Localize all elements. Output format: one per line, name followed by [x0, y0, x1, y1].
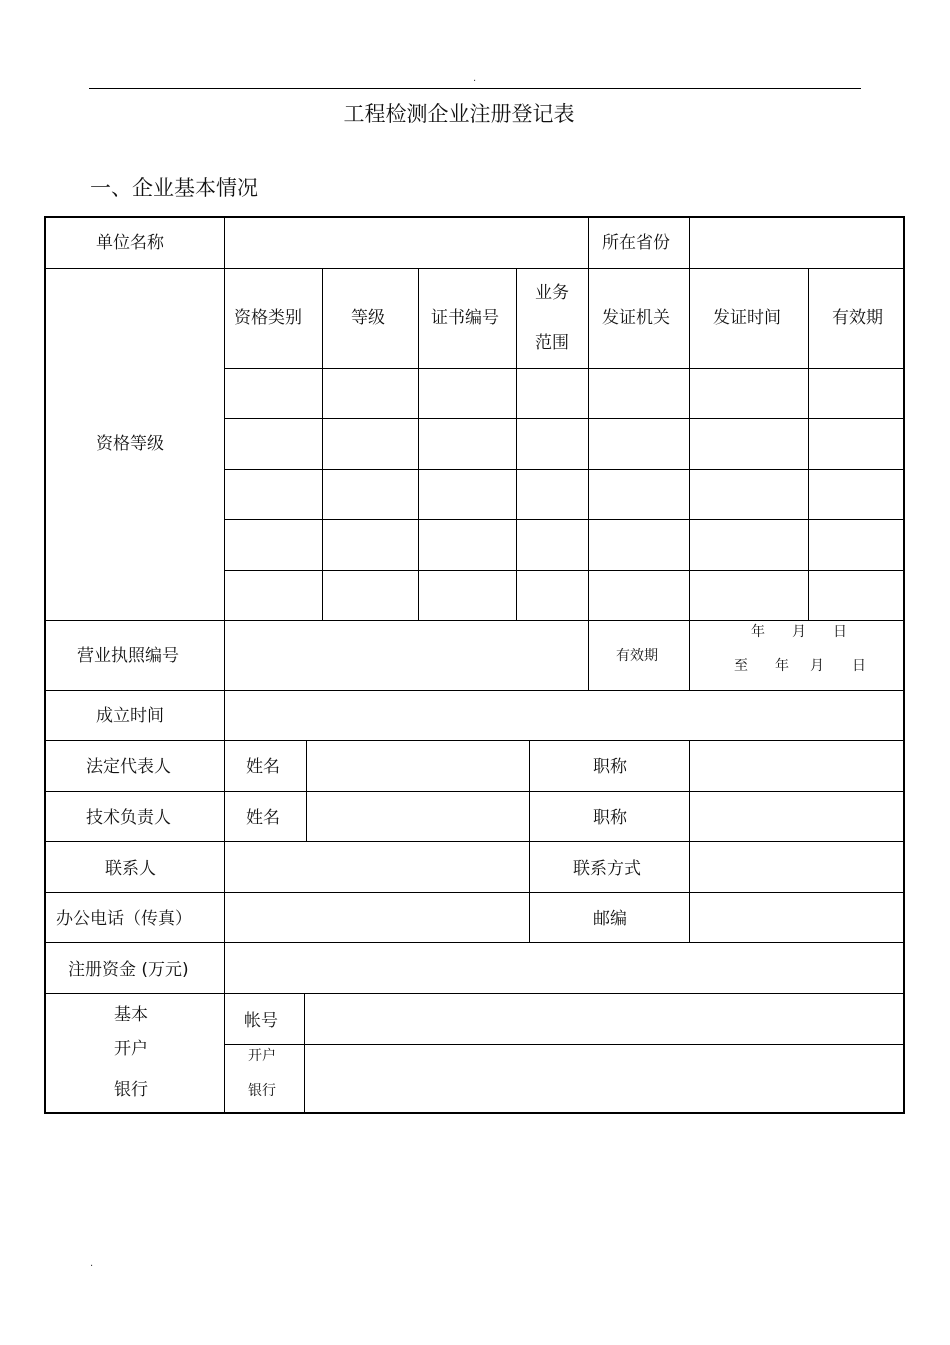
- license-number-label: 营业执照编号: [77, 646, 179, 666]
- qualification-cell-issue-date[interactable]: [690, 419, 808, 469]
- date-day-2: 日: [852, 658, 866, 674]
- date-month-2: 月: [810, 658, 824, 674]
- qualification-level-label: 资格等级: [96, 434, 164, 454]
- qualification-cell-validity[interactable]: [809, 419, 903, 469]
- qualification-cell-certificate-no[interactable]: [419, 419, 516, 469]
- qualification-cell-category[interactable]: [225, 470, 322, 519]
- bank-label-line1: 基本: [114, 1005, 148, 1025]
- qualification-cell-issue-date[interactable]: [690, 470, 808, 519]
- account-number-field[interactable]: [305, 994, 903, 1044]
- qualification-cell-validity[interactable]: [809, 470, 903, 519]
- qualification-cell-category[interactable]: [225, 571, 322, 620]
- qualification-cell-business-scope[interactable]: [517, 419, 588, 469]
- date-year-1: 年: [751, 624, 765, 640]
- business-scope-header-line1: 业务: [535, 283, 569, 303]
- qualification-cell-validity[interactable]: [809, 571, 903, 620]
- unit-name-label: 单位名称: [96, 233, 164, 253]
- unit-name-field[interactable]: [225, 218, 588, 268]
- qualification-cell-issue-date[interactable]: [690, 571, 808, 620]
- qualification-cell-validity[interactable]: [809, 369, 903, 418]
- qualification-cell-business-scope[interactable]: [517, 571, 588, 620]
- bank-name-field[interactable]: [305, 1045, 903, 1112]
- province-label: 所在省份: [602, 233, 670, 253]
- business-scope-header-line2: 范围: [535, 333, 569, 353]
- postcode-field[interactable]: [690, 893, 903, 942]
- qualification-cell-issuing-authority[interactable]: [589, 571, 689, 620]
- bank-small-label-line2: 银行: [248, 1083, 276, 1099]
- page-bottom-marker: .: [90, 1258, 94, 1269]
- validity-header: 有效期: [832, 308, 883, 328]
- qualification-cell-category[interactable]: [225, 520, 322, 570]
- row-divider: [46, 268, 903, 269]
- bank-label-line3: 银行: [114, 1080, 148, 1100]
- tech-lead-title-field[interactable]: [690, 792, 903, 841]
- certificate-number-header: 证书编号: [431, 308, 499, 328]
- qualification-cell-certificate-no[interactable]: [419, 520, 516, 570]
- registered-capital-field[interactable]: [225, 943, 903, 993]
- qualification-cell-category[interactable]: [225, 419, 322, 469]
- legal-rep-name-label: 姓名: [246, 757, 280, 777]
- technical-lead-label: 技术负责人: [86, 808, 171, 828]
- qualification-cell-grade[interactable]: [323, 470, 418, 519]
- account-number-label: 帐号: [244, 1011, 278, 1031]
- qualification-cell-grade[interactable]: [323, 369, 418, 418]
- license-validity-label: 有效期: [616, 648, 658, 664]
- contact-person-label: 联系人: [105, 859, 156, 879]
- section-heading: 一、企业基本情况: [90, 176, 258, 200]
- qualification-cell-issue-date[interactable]: [690, 369, 808, 418]
- legal-representative-label: 法定代表人: [86, 757, 171, 777]
- qualification-cell-validity[interactable]: [809, 520, 903, 570]
- bank-small-label-line1: 开户: [248, 1048, 276, 1064]
- qualification-cell-certificate-no[interactable]: [419, 470, 516, 519]
- qualification-cell-certificate-no[interactable]: [419, 571, 516, 620]
- qualification-cell-grade[interactable]: [323, 571, 418, 620]
- issuing-authority-header: 发证机关: [602, 308, 670, 328]
- license-number-field[interactable]: [225, 621, 588, 690]
- established-date-field[interactable]: [225, 691, 903, 740]
- date-to: 至: [734, 658, 748, 674]
- tech-lead-name-label: 姓名: [246, 808, 280, 828]
- legal-rep-title-label: 职称: [593, 757, 627, 777]
- date-day-1: 日: [833, 624, 847, 640]
- qualification-cell-issue-date[interactable]: [690, 520, 808, 570]
- qualification-cell-certificate-no[interactable]: [419, 369, 516, 418]
- qualification-cell-category[interactable]: [225, 369, 322, 418]
- col-divider: [529, 740, 530, 942]
- bank-label-line2: 开户: [114, 1039, 148, 1059]
- date-month-1: 月: [792, 624, 806, 640]
- postcode-label: 邮编: [593, 909, 627, 929]
- contact-person-field[interactable]: [225, 842, 529, 892]
- office-phone-label: 办公电话（传真）: [56, 909, 192, 929]
- qualification-cell-business-scope[interactable]: [517, 520, 588, 570]
- col-divider: [588, 620, 589, 690]
- qualification-category-header: 资格类别: [234, 308, 302, 328]
- province-field[interactable]: [690, 218, 903, 268]
- qualification-cell-issuing-authority[interactable]: [589, 369, 689, 418]
- qualification-cell-business-scope[interactable]: [517, 369, 588, 418]
- qualification-cell-business-scope[interactable]: [517, 470, 588, 519]
- registered-capital-label: 注册资金 (万元): [68, 960, 189, 980]
- qualification-cell-issuing-authority[interactable]: [589, 419, 689, 469]
- page-top-marker: .: [473, 73, 477, 84]
- tech-lead-title-label: 职称: [593, 808, 627, 828]
- contact-method-field[interactable]: [690, 842, 903, 892]
- office-phone-field[interactable]: [225, 893, 529, 942]
- legal-rep-title-field[interactable]: [690, 741, 903, 791]
- qualification-cell-issuing-authority[interactable]: [589, 520, 689, 570]
- document-title: 工程检测企业注册登记表: [343, 102, 575, 126]
- established-date-label: 成立时间: [96, 706, 164, 726]
- qualification-cell-grade[interactable]: [323, 520, 418, 570]
- legal-rep-name-field[interactable]: [307, 741, 529, 791]
- header-rule: [89, 88, 861, 89]
- tech-lead-name-field[interactable]: [307, 792, 529, 841]
- contact-method-label: 联系方式: [573, 859, 641, 879]
- qualification-cell-grade[interactable]: [323, 419, 418, 469]
- issue-date-header: 发证时间: [713, 308, 781, 328]
- date-year-2: 年: [775, 658, 789, 674]
- qualification-grade-header: 等级: [351, 308, 385, 328]
- qualification-cell-issuing-authority[interactable]: [589, 470, 689, 519]
- registration-form-table: [44, 216, 905, 1114]
